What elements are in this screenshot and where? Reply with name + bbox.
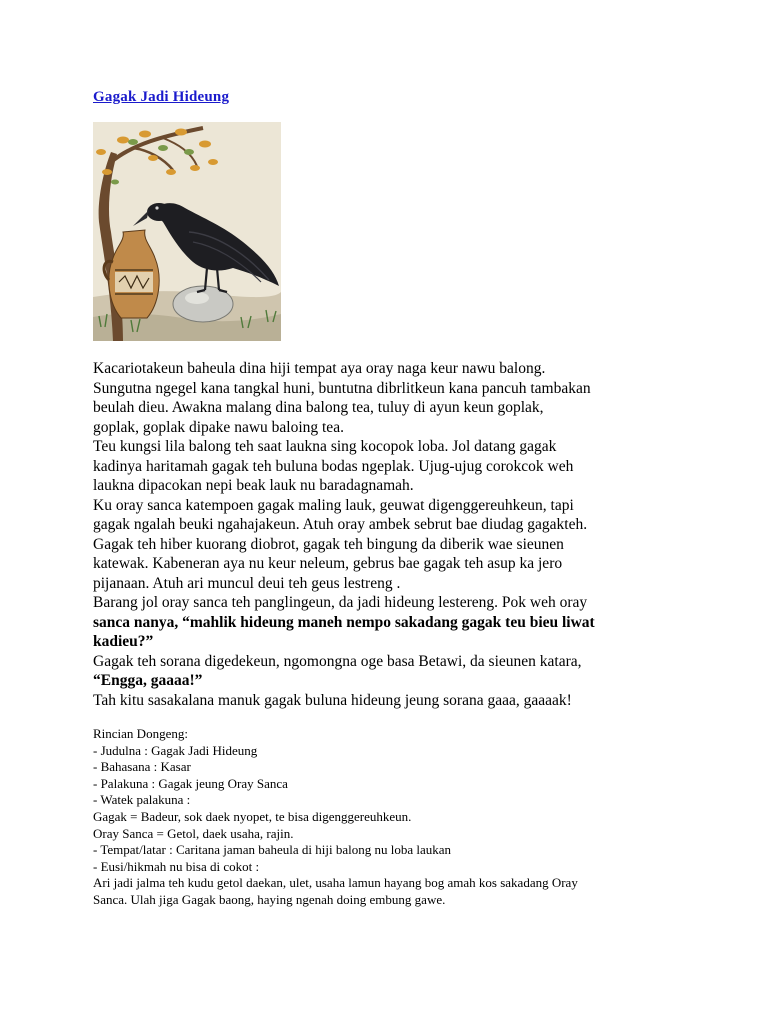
- dialogue-question-end: kadieu?”: [93, 633, 154, 650]
- details-line: Sanca. Ulah jiga Gagak baong, haying ngenah doing embung gawe.: [93, 891, 446, 907]
- story-paragraph-3: [93, 496, 693, 594]
- text-line: Barang jol oray sanca teh panglingeun, da jadi hideung lestereng. Pok weh oray: [93, 594, 588, 611]
- details-heading: Rincian Dongeng:: [93, 726, 188, 741]
- details-line: - Eusi/hikmah nu bisa di cokot :: [93, 858, 260, 874]
- details-line: Gagak = Badeur, sok daek nyopet, te bisa digenggereuhkeun.: [93, 808, 412, 824]
- story-paragraph-5: [93, 652, 693, 691]
- story-details: [93, 726, 693, 909]
- story-paragraph-1: [93, 359, 693, 437]
- details-line: Ari jadi jalma teh kudu getol daekan, ulet, usaha lamun hayang bog amah kos sakadang Oray: [93, 875, 578, 891]
- text-line: Ku oray sanca katempoen gagak maling lauk, geuwat digenggereuhkeun, tapi: [93, 496, 574, 514]
- text-line: kadinya haritamah gagak teh buluna bodas ngeplak. Ujug-ujug corokcok weh: [93, 457, 574, 475]
- text-line: pijanaan. Atuh ari muncul deui teh geus lestreng .: [93, 574, 401, 592]
- story-paragraph-4: [93, 593, 693, 652]
- text-line: gagak ngalah beuki ngahajakeun. Atuh oray ambek sebrut bae diudag gagakteh.: [93, 516, 588, 533]
- story-title-link[interactable]: Gagak Jadi Hideung: [93, 89, 230, 105]
- text-line: Gagak teh sorana digedekeun, ngomongna oge basa Betawi, da sieunen katara,: [93, 652, 582, 670]
- text-line: Teu kungsi lila balong teh saat laukna sing kocopok loba. Jol datang gagak: [93, 438, 557, 455]
- text-line: katewak. Kabeneran aya nu keur neleum, gebrus bae gagak teh asup ka jero: [93, 555, 563, 572]
- details-line: - Bahasana : Kasar: [93, 759, 191, 775]
- text-line: Sungutna ngegel kana tangkal huni, buntutna dibrlitkeun kana pancuh tambakan: [93, 379, 591, 397]
- details-line: Oray Sanca = Getol, daek usaha, rajin.: [93, 825, 294, 841]
- story-text: [93, 359, 693, 710]
- story-paragraph-2: [93, 437, 693, 496]
- text-line: Kacariotakeun baheula dina hiji tempat aya oray naga keur nawu balong.: [93, 360, 546, 377]
- text-line: Tah kitu sasakalana manuk gagak buluna hideung jeung sorana gaaa, gaaaak!: [93, 691, 572, 709]
- text-line: goplak, goplak dipake nawu baloing tea.: [93, 418, 344, 436]
- text-line: beulah dieu. Awakna malang dina balong tea, tuluy di ayun keun goplak,: [93, 399, 544, 416]
- details-line: - Palakuna : Gagak jeung Oray Sanca: [93, 775, 288, 791]
- details-line: - Judulna : Gagak Jadi Hideung: [93, 742, 258, 758]
- crow-and-pitcher-illustration: [93, 122, 281, 341]
- text-line: Gagak teh hiber kuorang diobrot, gagak teh bingung da diberik wae sieunen: [93, 535, 564, 553]
- dialogue-question: sanca nanya, “mahlik hideung maneh nempo sakadang gagak teu bieu liwat: [93, 613, 595, 631]
- details-line: - Watek palakuna :: [93, 792, 191, 808]
- text-line: laukna dipacokan nepi beak lauk nu baradagnamah.: [93, 477, 414, 494]
- details-line: - Tempat/latar : Caritana jaman baheula di hiji balong nu loba laukan: [93, 842, 452, 858]
- dialogue-answer: “Engga, gaaaa!”: [93, 672, 203, 689]
- story-paragraph-6: [93, 691, 693, 711]
